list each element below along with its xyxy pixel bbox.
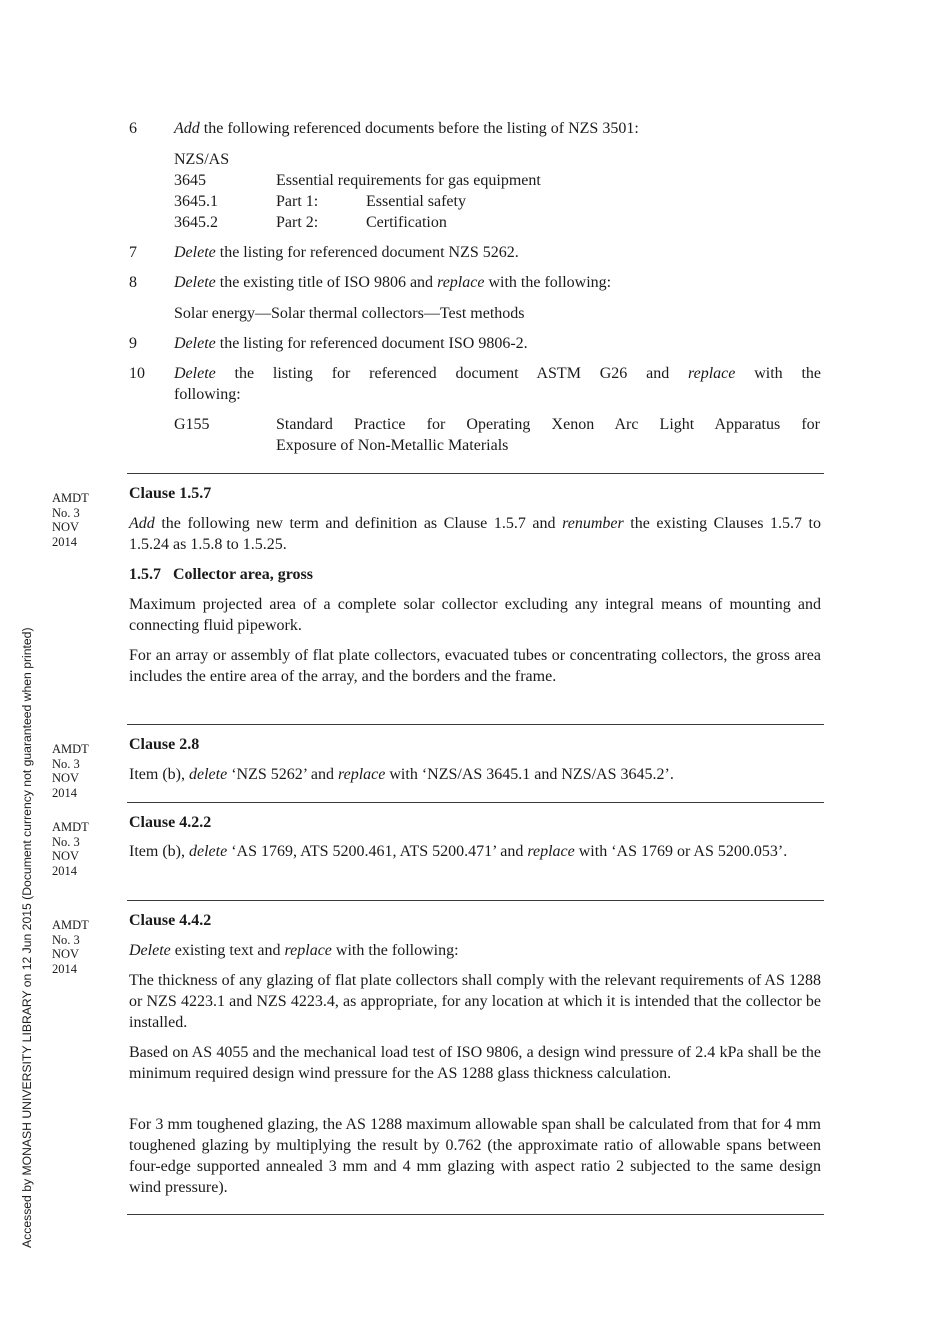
item-6-body: the following referenced documents before the listing of NZS 3501: — [199, 120, 639, 137]
amdt-year: 2014 — [52, 961, 77, 976]
amdt-number: No. 3 — [52, 834, 80, 849]
item-8-text — [174, 272, 611, 293]
clause-422-verb: delete — [188, 843, 228, 860]
item-10-body-b: with the — [735, 365, 821, 382]
item-6-group-label: NZS/AS — [174, 151, 230, 168]
clause-157-verb: Add — [129, 515, 155, 532]
side-access-note: Accessed by MONASH UNIVERSITY LIBRARY on 12 Jun 2015 (Document currency not guaranteed when printed) — [20, 627, 34, 1248]
clause-442-instruction — [129, 940, 459, 961]
section-divider — [127, 900, 824, 901]
amdt-month: NOV — [52, 947, 80, 961]
item-8-body-a: the existing title of ISO 9806 and — [215, 274, 438, 291]
ref-part: Part 1: — [276, 193, 319, 210]
ref-code: 3645.2 — [174, 214, 218, 231]
amdt-label: AMDT — [52, 918, 89, 932]
clause-442-text-b: with the following: — [331, 942, 459, 959]
amdt-margin-note — [52, 742, 89, 800]
amdt-margin-note — [52, 820, 89, 878]
amdt-number: No. 3 — [52, 932, 80, 947]
ref-title-g155-line1: Standard Practice for Operating Xenon Arc Light Apparatus for — [276, 416, 820, 433]
amdt-month: NOV — [52, 520, 80, 534]
item-10-verb2: replace — [688, 365, 736, 382]
item-6-text — [174, 118, 639, 139]
term-heading — [129, 564, 313, 585]
amdt-label: AMDT — [52, 820, 89, 834]
term-title: Collector area, gross — [173, 566, 313, 583]
clause-157-heading: Clause 1.5.7 — [129, 485, 212, 502]
ref-code: 3645 — [174, 172, 206, 189]
item-10-text-cont: following: — [174, 386, 241, 403]
clause-28-instruction — [129, 764, 674, 785]
item-7-text — [174, 242, 519, 263]
amdt-month: NOV — [52, 849, 80, 863]
amdt-year: 2014 — [52, 785, 77, 800]
item-9-text — [174, 333, 528, 354]
clause-442-para-2: Based on AS 4055 and the mechanical load test of ISO 9806, a design wind pressure of 2.4 kPa shall be the minimum required design wind pressure for the AS 1288 glass thickness calculation. — [129, 1044, 821, 1082]
clause-157-text-b: the existing Clauses 1.5.7 to 1.5.24 as 1.5.8 to 1.5.25. — [129, 515, 821, 553]
amdt-margin-note — [52, 491, 89, 549]
clause-157-text-a: the following new term and definition as Clause 1.5.7 and — [154, 515, 563, 532]
clause-28-text-c: with ‘NZS/AS 3645.1 and NZS/AS 3645.2’. — [385, 766, 674, 783]
item-6-verb: Add — [174, 120, 200, 137]
amdt-number: No. 3 — [52, 505, 80, 520]
clause-422-text-c: with ‘AS 1769 or AS 5200.053’. — [574, 843, 788, 860]
section-divider — [127, 802, 824, 803]
amdt-year: 2014 — [52, 534, 77, 549]
term-definition-para-1: Maximum projected area of a complete solar collector excluding any integral means of mounting and connecting fluid pipework. — [129, 596, 821, 634]
item-6-number: 6 — [129, 120, 137, 137]
item-8-verb2: replace — [437, 274, 485, 291]
item-9-verb: Delete — [174, 335, 216, 352]
section-divider — [127, 724, 824, 725]
clause-442-verb2: replace — [284, 942, 332, 959]
ref-title: Certification — [366, 214, 447, 231]
term-number: 1.5.7 — [129, 566, 161, 583]
item-7-number: 7 — [129, 244, 137, 261]
item-8-body-b: with the following: — [484, 274, 612, 291]
amdt-year: 2014 — [52, 863, 77, 878]
section-divider — [127, 473, 824, 474]
item-9-body: the listing for referenced document ISO 9806-2. — [215, 335, 528, 352]
clause-28-text-a: Item (b), — [129, 766, 189, 783]
clause-442-para-1: The thickness of any glazing of flat plate collectors shall comply with the relevant requirements of AS 1288 or NZS 4223.1 and NZS 4223.4, as appropriate, for any location at which it is intended that the collector be installed. — [129, 972, 821, 1031]
clause-422-verb2: replace — [527, 843, 575, 860]
amdt-label: AMDT — [52, 491, 89, 505]
item-10-number: 10 — [129, 365, 145, 382]
item-8-verb: Delete — [174, 274, 216, 291]
section-divider — [127, 1214, 824, 1215]
clause-422-heading: Clause 4.2.2 — [129, 814, 212, 831]
clause-28-verb: delete — [188, 766, 228, 783]
ref-title: Essential requirements for gas equipment — [276, 172, 541, 189]
amdt-label: AMDT — [52, 742, 89, 756]
term-definition-para-2: For an array or assembly of flat plate collectors, evacuated tubes or concentrating collectors, the gross area includes the entire area of the array, and the borders and the frame. — [129, 647, 821, 685]
item-7-verb: Delete — [174, 244, 216, 261]
item-10-body-a: the listing for referenced document ASTM G26 and — [215, 365, 688, 382]
amdt-margin-note — [52, 918, 89, 976]
amdt-number: No. 3 — [52, 756, 80, 771]
item-8-new-title: Solar energy—Solar thermal collectors—Test methods — [174, 305, 525, 322]
clause-442-heading: Clause 4.4.2 — [129, 912, 212, 929]
item-10-text — [174, 363, 821, 384]
clause-422-instruction — [129, 841, 821, 862]
ref-part: Part 2: — [276, 214, 319, 231]
ref-title: Essential safety — [366, 193, 466, 210]
clause-28-verb2: replace — [337, 766, 386, 783]
clause-422-text-b: ‘AS 1769, ATS 5200.461, ATS 5200.471’ and — [227, 843, 528, 860]
clause-442-para-3: For 3 mm toughened glazing, the AS 1288 maximum allowable span shall be calculated from that for 4 mm toughened glazing by multiplying the result by 0.762 (the approximate ratio of allowable spans between four-edge supported annealed 3 mm and 4 mm glazing with aspect ratio 2 subjected to the same design wind pressure). — [129, 1116, 821, 1196]
clause-442-verb: Delete — [129, 942, 171, 959]
amdt-month: NOV — [52, 771, 80, 785]
ref-code-g155: G155 — [174, 416, 210, 433]
clause-157-verb2: renumber — [562, 515, 624, 532]
ref-title-g155-line2: Exposure of Non-Metallic Materials — [276, 437, 509, 454]
clause-422-text-a: Item (b), — [129, 843, 189, 860]
clause-28-heading: Clause 2.8 — [129, 736, 200, 753]
clause-157-instruction — [129, 513, 821, 555]
ref-code: 3645.1 — [174, 193, 218, 210]
clause-28-text-b: ‘NZS 5262’ and — [227, 766, 338, 783]
item-10-verb: Delete — [174, 365, 216, 382]
clause-442-text-a: existing text and — [170, 942, 285, 959]
item-8-number: 8 — [129, 274, 137, 291]
item-7-body: the listing for referenced document NZS 5262. — [215, 244, 519, 261]
item-9-number: 9 — [129, 335, 137, 352]
